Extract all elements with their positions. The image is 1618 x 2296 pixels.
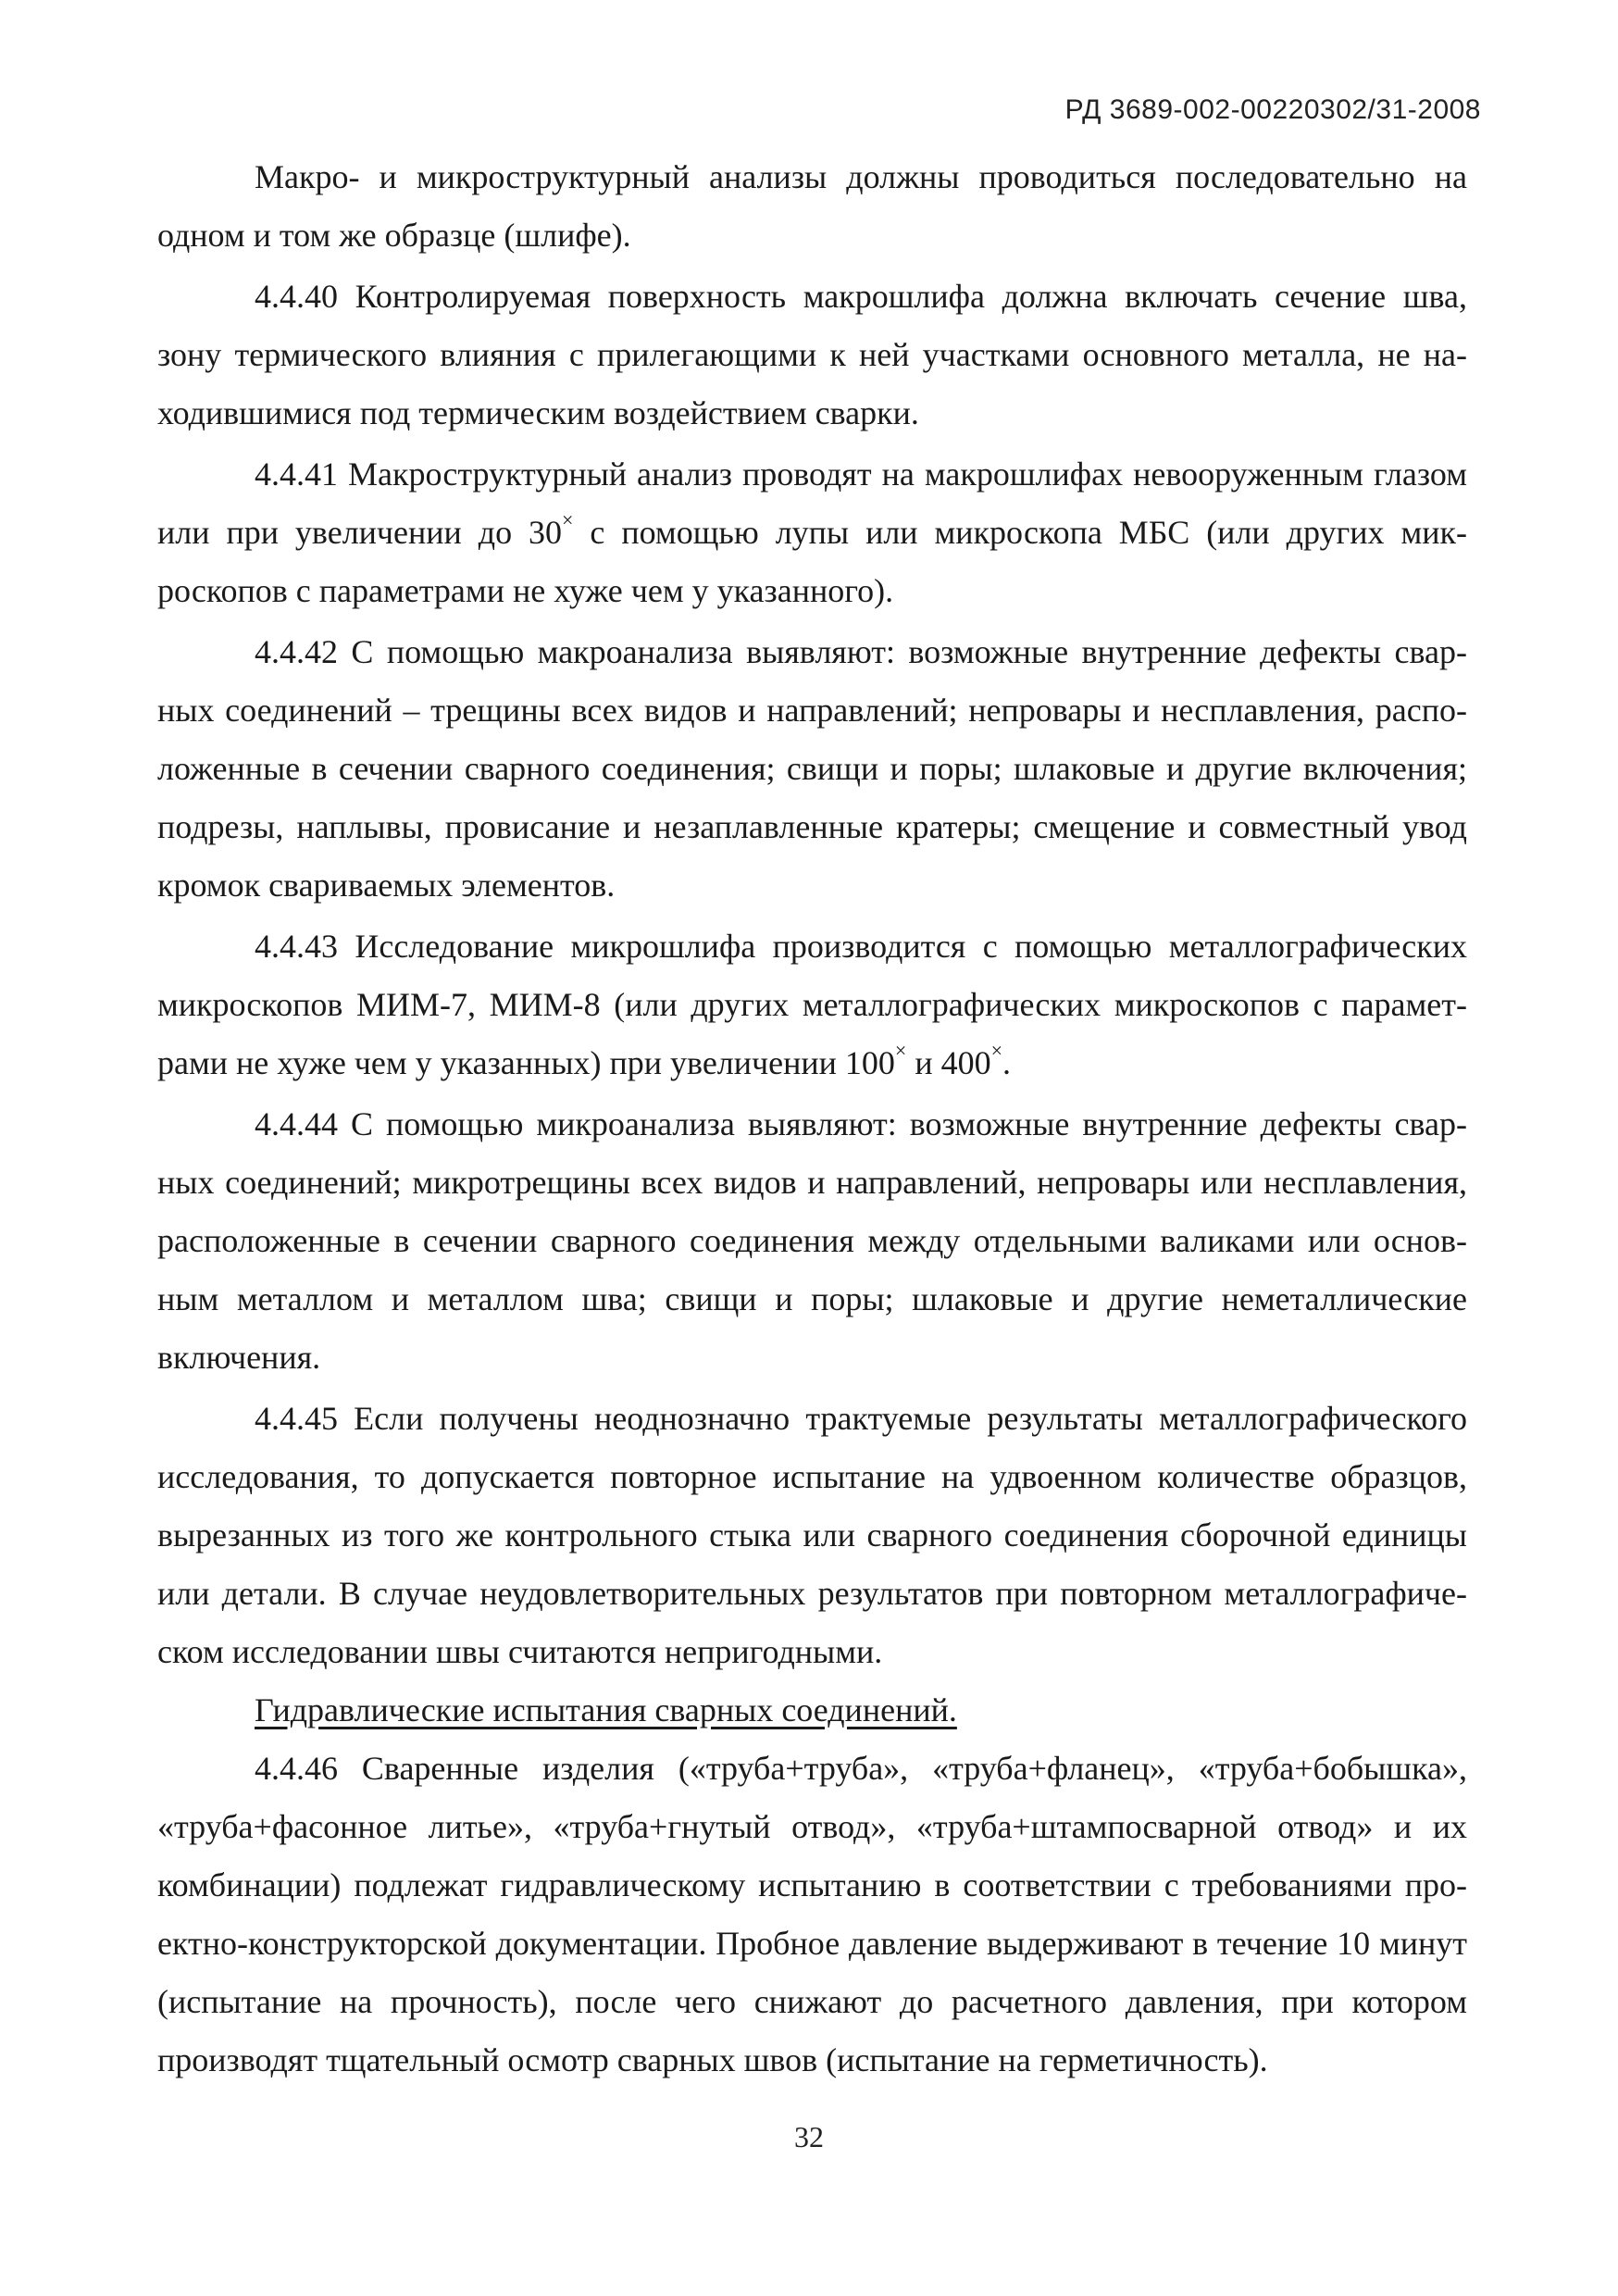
paragraph-text: 4.4.44 С помощью микроанализа выявляют: возможные внутренние дефекты сварных соединений; микротрещины всех видов и направлений, непровары или несплавления, расположенные в сечении сварного соединения между отдельными валиками или основным металлом и металлом шва; свищи и поры; шлаковые и другие неметаллические включения.: [157, 1105, 1467, 1376]
paragraph-text: 4.4.45 Если получены неоднозначно трактуемые результаты металлографического исследования, то допускается повторное испытание на удвоенном количестве образцов, вырезанных из того же контрольного стыка или сварного соединения сборочной единицы или детали. В случае неудовлетворительных результатов при повторном металлографическом исследовании швы считаются непригодными.: [157, 1400, 1467, 1670]
section-heading: Гидравлические испытания сварных соединений.: [255, 1691, 957, 1728]
document-code: РД 3689-002-00220302/31-2008: [1064, 94, 1481, 125]
paragraph-4-4-45: [157, 1390, 1467, 1681]
paragraph-text: с помощью лупы или микроскопа МБС (или других микроскопов с параметрами не хуже чем у указанного).: [157, 514, 1467, 609]
paragraph-4-4-46: [157, 1740, 1467, 2090]
paragraph-intro: [157, 148, 1467, 265]
paragraph-4-4-40: [157, 268, 1467, 443]
paragraph-text: Макро- и микроструктурный анализы должны проводиться последовательно на одном и том же образце (шлифе).: [157, 158, 1467, 254]
paragraph-text: 4.4.42 С помощью макроанализа выявляют: возможные внутренние дефекты сварных соединений – трещины всех видов и направлений; непровары и несплавления, расположенные в сечении сварного соединения; свищи и поры; шлаковые и другие включения; подрезы, наплывы, провисание и незаплавленные кратеры; смещение и совместный увод кромок свариваемых элементов.: [157, 633, 1467, 904]
paragraph-text: 4.4.43 Исследование микрошлифа производится с помощью металлографических микроскопов МИМ-7, МИМ-8 (или других металлографических микроскопов с параметрами не хуже чем у указанных) при увеличении 100: [157, 928, 1467, 1081]
paragraph-4-4-41: [157, 445, 1467, 620]
page-number: 32: [794, 2120, 824, 2153]
paragraph-4-4-42: [157, 623, 1467, 915]
magnification-mark: ×: [562, 508, 574, 531]
paragraph-text: 4.4.46 Сваренные изделия («труба+труба», «труба+фланец», «труба+бобышка», «труба+фасонное литье», «труба+гнутый отвод», «труба+штампосварной отвод» и их комбинации) подлежат гидравлическому испытанию в соответствии с требованиями проектно-конструкторской документации. Пробное давление выдерживают в течение 10 минут (испытание на прочность), после чего снижают до расчетного давления, при котором производят тщательный осмотр сварных швов (испытание на герметичность).: [157, 1750, 1467, 2078]
paragraph-text: .: [1002, 1044, 1012, 1081]
magnification-mark: ×: [894, 1039, 907, 1062]
paragraph-text: и 400: [906, 1044, 991, 1081]
paragraph-text: 4.4.41 Макроструктурный анализ проводят на макрошлифах невооруженным глазом или при увеличении до 30: [157, 455, 1467, 551]
document-body: [157, 148, 1467, 2090]
magnification-mark: ×: [990, 1039, 1003, 1062]
paragraph-4-4-44: [157, 1095, 1467, 1387]
paragraph-4-4-43: [157, 917, 1467, 1092]
paragraph-text: 4.4.40 Контролируемая поверхность макрошлифа должна включать сечение шва, зону термического влияния с прилегающими к ней участками основного металла, не находившимися под термическим воздействием сварки.: [157, 278, 1467, 431]
